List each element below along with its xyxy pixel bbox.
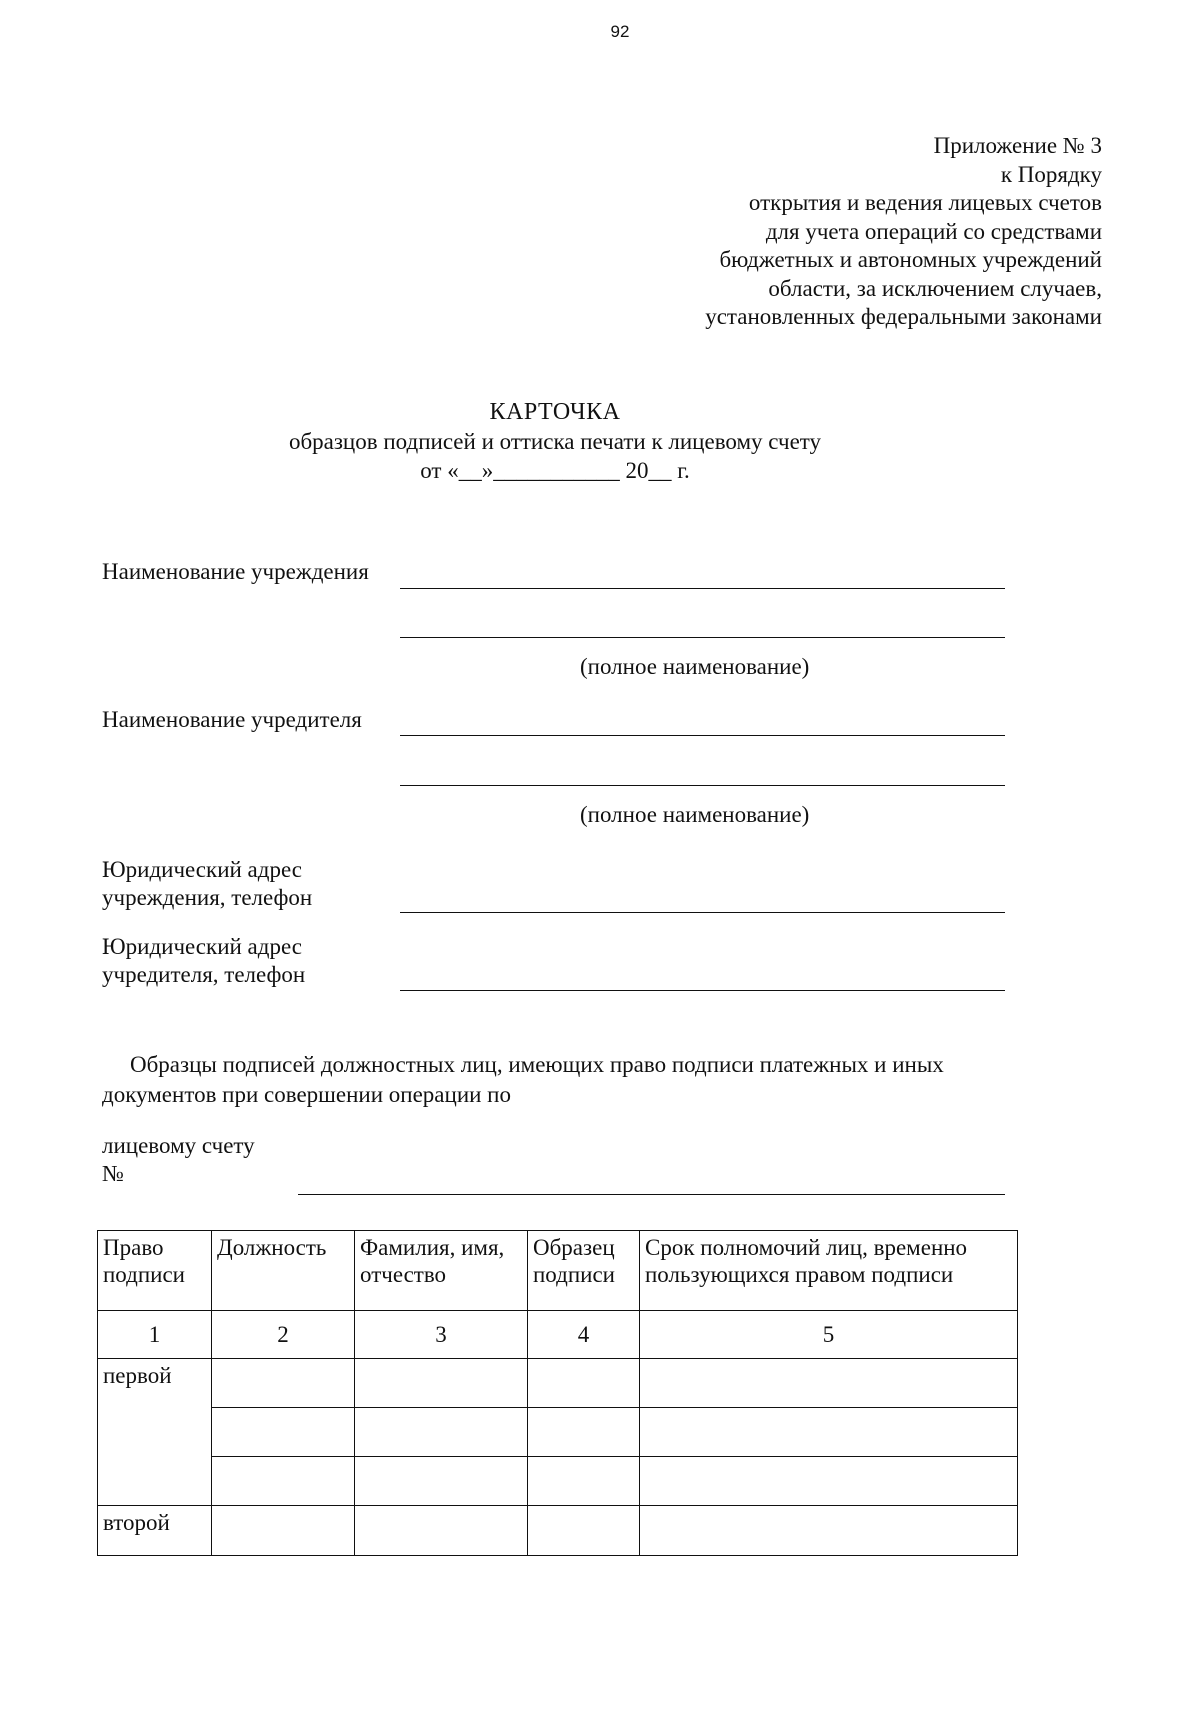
- signatures-table: [97, 1230, 1018, 1556]
- header-cell: Образец подписи: [528, 1231, 640, 1311]
- label-line: №: [102, 1161, 124, 1186]
- appendix-line: области, за исключением случаев,: [768, 275, 1102, 301]
- table-cell[interactable]: [640, 1359, 1018, 1408]
- full-name-hint: (полное наименование): [580, 654, 810, 679]
- founder-address-label: [102, 933, 305, 989]
- table-cell[interactable]: [528, 1506, 640, 1556]
- signatures-paragraph: Образцы подписей должностных лиц, имеющих право подписи платежных и иных документов при совершении операции по: [102, 1052, 944, 1107]
- label-line: лицевому счету: [102, 1133, 255, 1158]
- document-title: [0, 398, 1110, 485]
- account-label: [102, 1132, 255, 1188]
- table-cell[interactable]: [355, 1457, 528, 1506]
- table-cell[interactable]: [212, 1408, 355, 1457]
- number-cell: 2: [212, 1311, 355, 1359]
- account-number-line[interactable]: [298, 1194, 1005, 1195]
- number-cell: 4: [528, 1311, 640, 1359]
- full-name-hint: (полное наименование): [580, 802, 810, 827]
- page-number: 92: [610, 22, 630, 41]
- number-cell: 3: [355, 1311, 528, 1359]
- label-line: учреждения, телефон: [102, 885, 313, 910]
- header-cell: Фамилия, имя, отчество: [355, 1231, 528, 1311]
- table-header-row: [98, 1231, 1018, 1311]
- institution-name-line-1[interactable]: [400, 588, 1005, 589]
- institution-address-line[interactable]: [400, 912, 1005, 913]
- table-cell[interactable]: [528, 1408, 640, 1457]
- table-row: [98, 1408, 1018, 1457]
- table-cell[interactable]: [212, 1359, 355, 1408]
- row-label-second: второй: [98, 1506, 212, 1556]
- appendix-line: к Порядку: [1000, 161, 1102, 187]
- appendix-header: [705, 132, 1102, 332]
- table-cell[interactable]: [528, 1359, 640, 1408]
- table-cell[interactable]: [355, 1408, 528, 1457]
- table-cell[interactable]: [355, 1506, 528, 1556]
- number-cell: 5: [640, 1311, 1018, 1359]
- table-cell[interactable]: [640, 1506, 1018, 1556]
- table-cell[interactable]: [212, 1506, 355, 1556]
- table-row: [98, 1359, 1018, 1408]
- row-label-first: первой: [98, 1359, 212, 1506]
- label-line: учредителя, телефон: [102, 962, 306, 987]
- table-number-row: [98, 1311, 1018, 1359]
- institution-name-line-2[interactable]: [400, 637, 1005, 638]
- header-cell: Срок полномочий лиц, временно пользующихся правом подписи: [640, 1231, 1018, 1311]
- title-main: КАРТОЧКА: [489, 399, 621, 425]
- title-date-line: от «__»___________ 20__ г.: [420, 458, 690, 483]
- founder-name-line-1[interactable]: [400, 735, 1005, 736]
- appendix-line: бюджетных и автономных учреждений: [719, 247, 1102, 272]
- table-row: [98, 1506, 1018, 1556]
- table-cell[interactable]: [528, 1457, 640, 1506]
- header-cell: Должность: [212, 1231, 355, 1311]
- institution-name-label: Наименование учреждения: [102, 559, 369, 584]
- founder-address-line[interactable]: [400, 990, 1005, 991]
- label-line: Юридический адрес: [102, 857, 302, 882]
- appendix-line: для учета операций со средствами: [765, 218, 1102, 244]
- number-cell: 1: [98, 1311, 212, 1359]
- title-subtitle: образцов подписей и оттиска печати к лицевому счету: [288, 429, 822, 454]
- label-line: Юридический адрес: [102, 934, 302, 959]
- appendix-line: Приложение № 3: [933, 133, 1102, 158]
- appendix-line: открытия и ведения лицевых счетов: [748, 190, 1102, 215]
- institution-address-label: [102, 856, 312, 912]
- table-cell[interactable]: [640, 1408, 1018, 1457]
- founder-name-label: Наименование учредителя: [102, 707, 362, 732]
- table-row: [98, 1457, 1018, 1506]
- table-cell[interactable]: [212, 1457, 355, 1506]
- table-cell[interactable]: [355, 1359, 528, 1408]
- appendix-line: установленных федеральными законами: [705, 304, 1102, 329]
- founder-name-line-2[interactable]: [400, 785, 1005, 786]
- table-cell[interactable]: [640, 1457, 1018, 1506]
- header-cell: Право подписи: [98, 1231, 212, 1311]
